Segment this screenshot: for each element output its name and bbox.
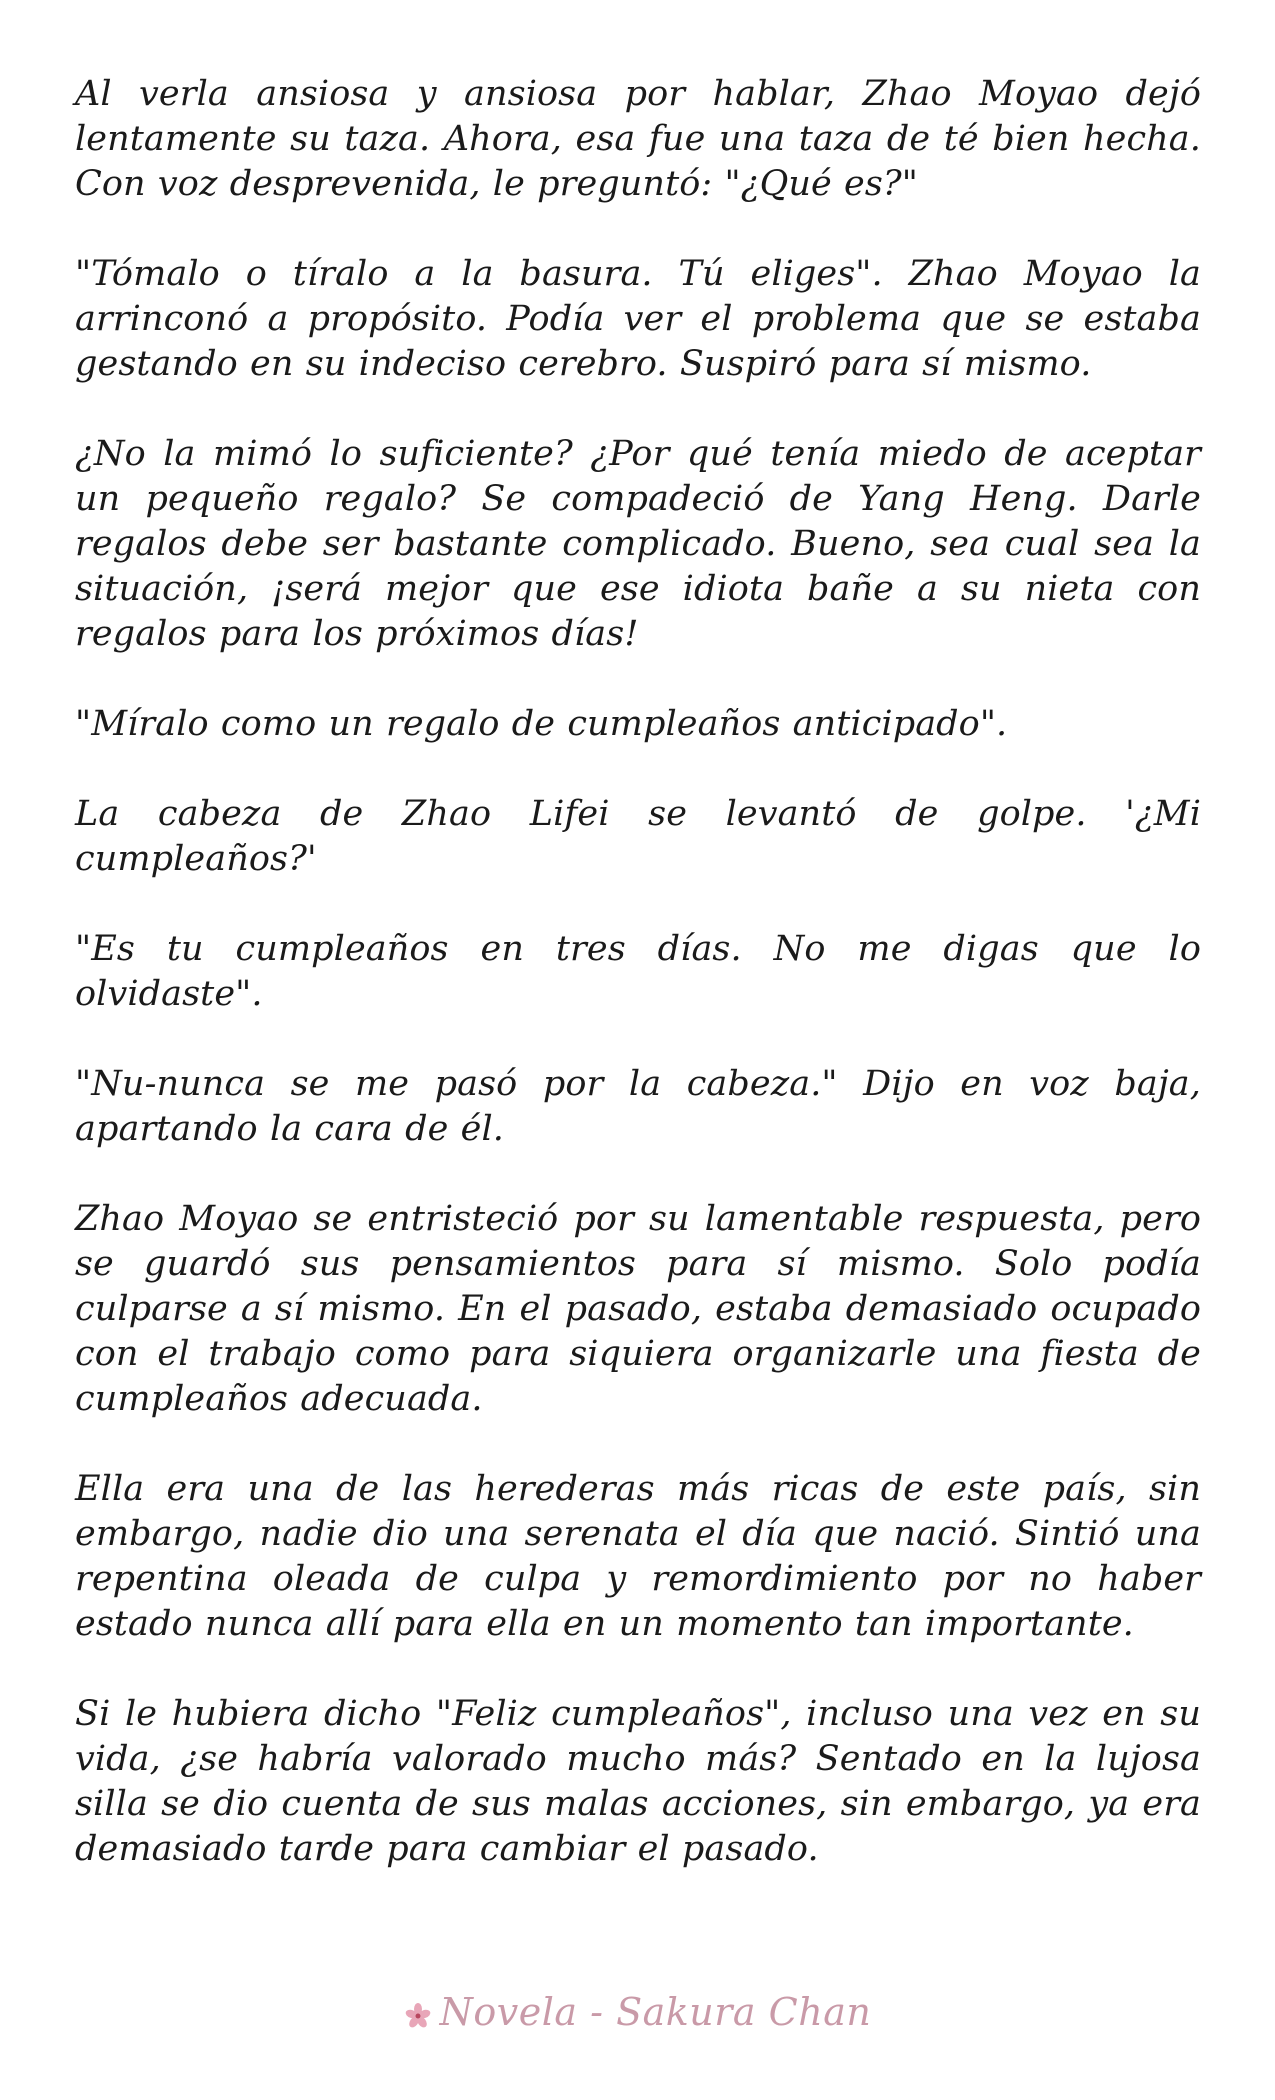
paragraph-7: "Nu-nunca se me pasó por la cabeza." Dijo en voz baja, apartando la cara de él. <box>75 1064 1201 1149</box>
paragraph-10: Si le hubiera dicho "Feliz cumpleaños", incluso una vez en su vida, ¿se habría valorado mucho más? Sentado en la lujosa silla se dio cuenta de sus malas acciones, sin embargo, ya era demasiado tarde para cambiar el pasado. <box>75 1694 1201 1869</box>
sakura-flower-icon <box>404 2002 432 2030</box>
paragraph-8: Zhao Moyao se entristeció por su lamentable respuesta, pero se guardó sus pensamientos para sí mismo. Solo podía culparse a sí mismo. En el pasado, estaba demasiado ocupado con el trabajo como para siquiera organizarle una fiesta de cumpleaños adecuada. <box>75 1199 1201 1419</box>
paragraph-2: "Tómalo o tíralo a la basura. Tú eliges". Zhao Moyao la arrinconó a propósito. Podía ver el problema que se estaba gestando en su indeciso cerebro. Suspiró para sí mismo. <box>75 254 1201 384</box>
paragraph-6: "Es tu cumpleaños en tres días. No me digas que lo olvidaste". <box>75 929 1201 1014</box>
paragraph-4: "Míralo como un regalo de cumpleaños anticipado". <box>75 704 1008 744</box>
watermark-text: Novela - Sakura Chan <box>439 1990 872 2034</box>
document-body <box>75 72 1201 1917</box>
paragraph-9: Ella era una de las herederas más ricas de este país, sin embargo, nadie dio una serenata el día que nació. Sintió una repentina oleada de culpa y remordimiento por no haber estado nunca allí para ella en un momento tan importante. <box>75 1469 1201 1644</box>
paragraph-5: La cabeza de Zhao Lifei se levantó de golpe. '¿Mi cumpleaños?' <box>75 794 1201 879</box>
watermark <box>0 1990 1275 2034</box>
paragraph-1: Al verla ansiosa y ansiosa por hablar, Zhao Moyao dejó lentamente su taza. Ahora, esa fue una taza de té bien hecha. Con voz desprevenida, le preguntó: "¿Qué es?" <box>75 74 1201 204</box>
paragraph-3: ¿No la mimó lo suficiente? ¿Por qué tenía miedo de aceptar un pequeño regalo? Se compadeció de Yang Heng. Darle regalos debe ser bastante complicado. Bueno, sea cual sea la situación, ¡será mejor que ese idiota bañe a su nieta con regalos para los próximos días! <box>75 434 1201 654</box>
